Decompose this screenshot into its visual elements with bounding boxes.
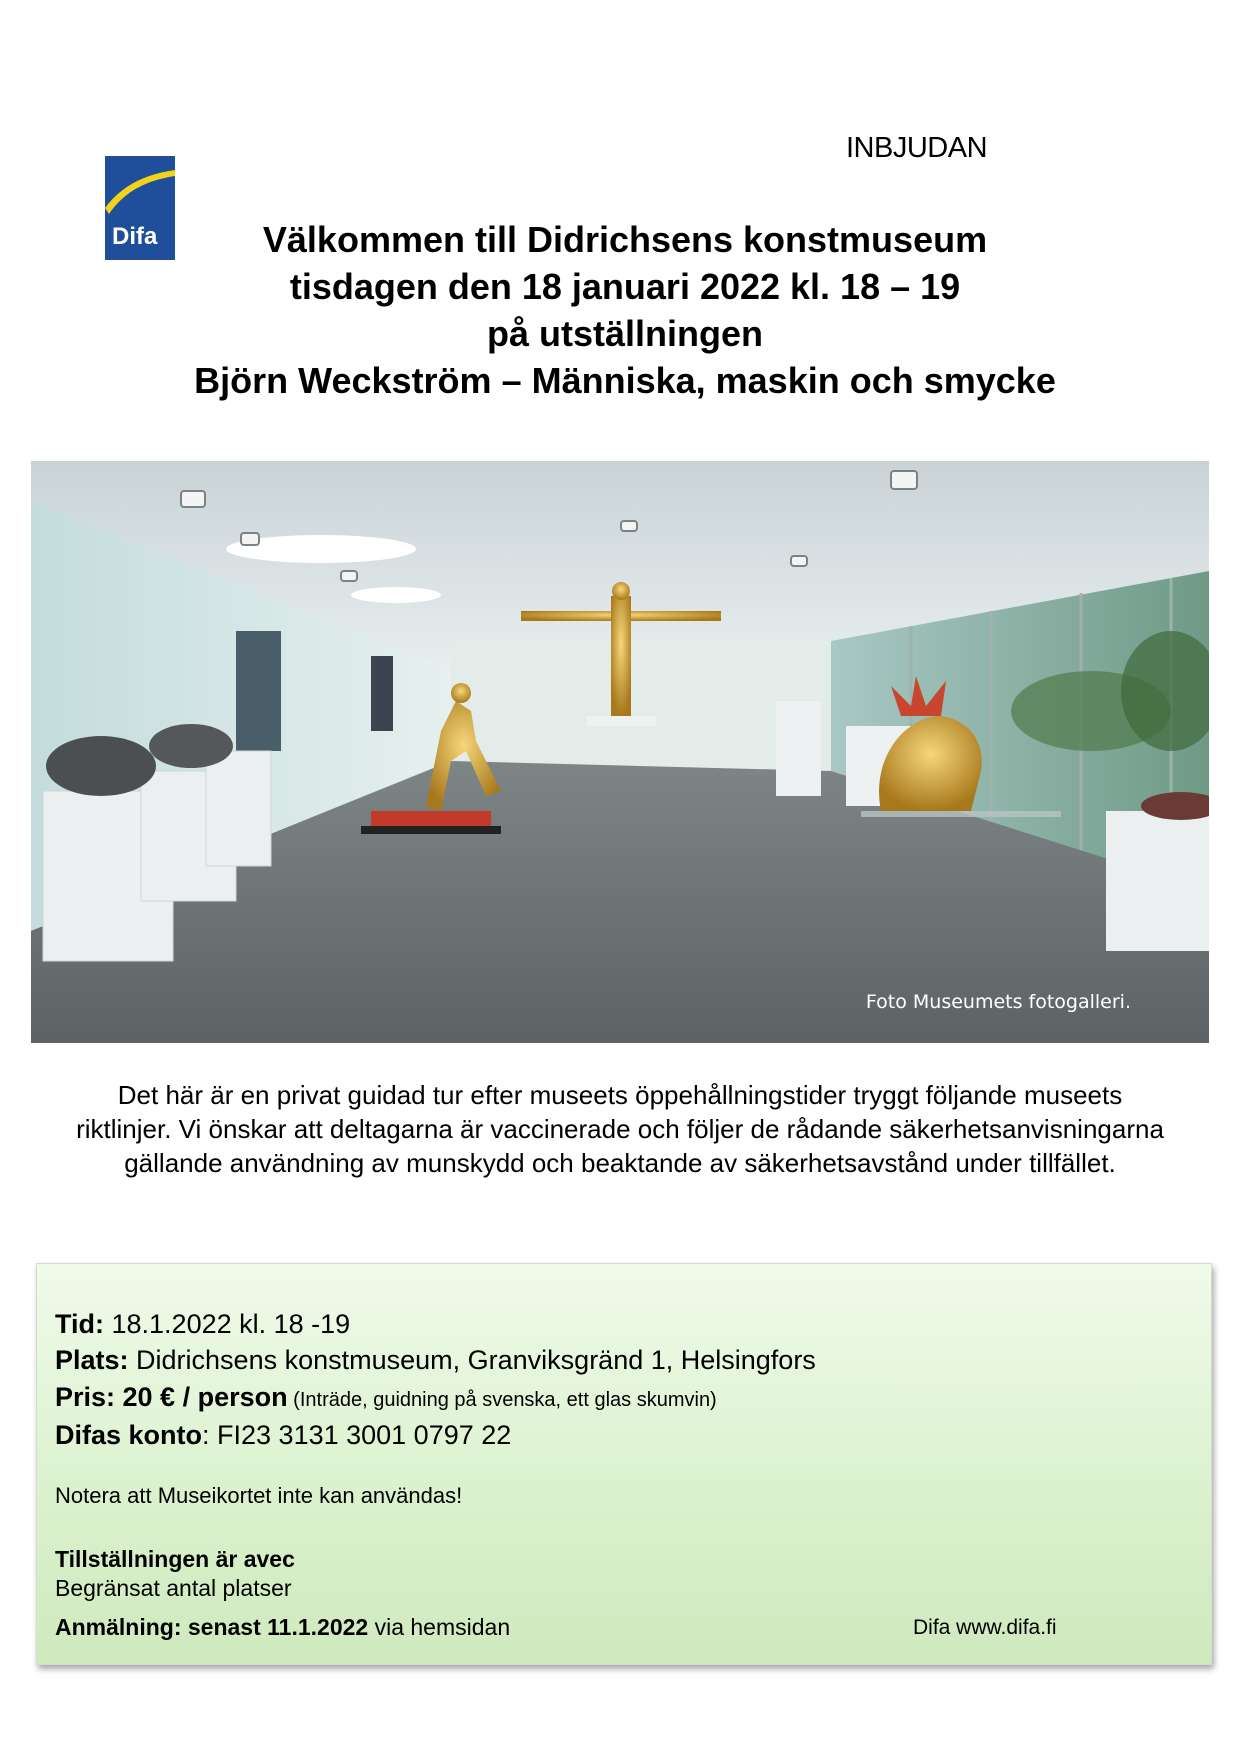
registration-label: Anmälning: senast 11.1.2022 (55, 1614, 369, 1640)
invitation-label: INBJUDAN (846, 132, 988, 164)
time-row (55, 1309, 350, 1340)
title-line-2: tisdagen den 18 januari 2022 kl. 18 – 19 (289, 266, 961, 307)
limited-seats-note: Begränsat antal platser (55, 1575, 292, 1601)
registration-via: via hemsidan (368, 1614, 511, 1640)
museum-photo (31, 461, 1209, 1043)
price-note: (Inträde, guidning på svenska, ett glas skumvin) (287, 1389, 717, 1411)
price-row (55, 1382, 717, 1413)
registration-row (55, 1614, 510, 1641)
museum-card-note: Notera att Museikortet inte kan användas! (55, 1483, 463, 1508)
place-value: Didrichsens konstmuseum, Granviksgränd 1, Helsingfors (128, 1345, 816, 1375)
invitation-title (130, 216, 1120, 404)
title-line-1: Välkommen till Didrichsens konstmuseum (262, 219, 988, 260)
time-label: Tid: (55, 1309, 104, 1339)
account-row (55, 1420, 511, 1451)
gallery-illustration (31, 461, 1209, 1043)
title-line-3: på utställningen (486, 313, 763, 354)
place-label: Plats: (55, 1345, 129, 1375)
place-row (55, 1345, 816, 1376)
price-label: Pris: 20 € / person (55, 1382, 288, 1412)
event-info-box (36, 1263, 1212, 1665)
difa-website-link[interactable]: Difa www.difa.fi (913, 1616, 1057, 1639)
logo-text: Difa (112, 223, 158, 250)
account-label: Difas konto (55, 1420, 203, 1450)
avec-note: Tillställningen är avec (55, 1546, 295, 1572)
intro-paragraph: Det här är en privat guidad tur efter museets öppehållningstider tryggt följande museets riktlinjer. Vi önskar att deltagarna är vaccinerade och följer de rådande säkerhetsanvisningarna gällande användning av munskydd och beaktande av säkerhetsavstånd under tillfället. (76, 1080, 1164, 1178)
photo-caption: Foto Museumets fotogalleri. (865, 991, 1131, 1013)
account-value: : FI23 3131 3001 0797 22 (202, 1420, 512, 1450)
time-value: 18.1.2022 kl. 18 -19 (104, 1309, 351, 1339)
title-line-4: Björn Weckström – Människa, maskin och smycke (194, 360, 1056, 401)
